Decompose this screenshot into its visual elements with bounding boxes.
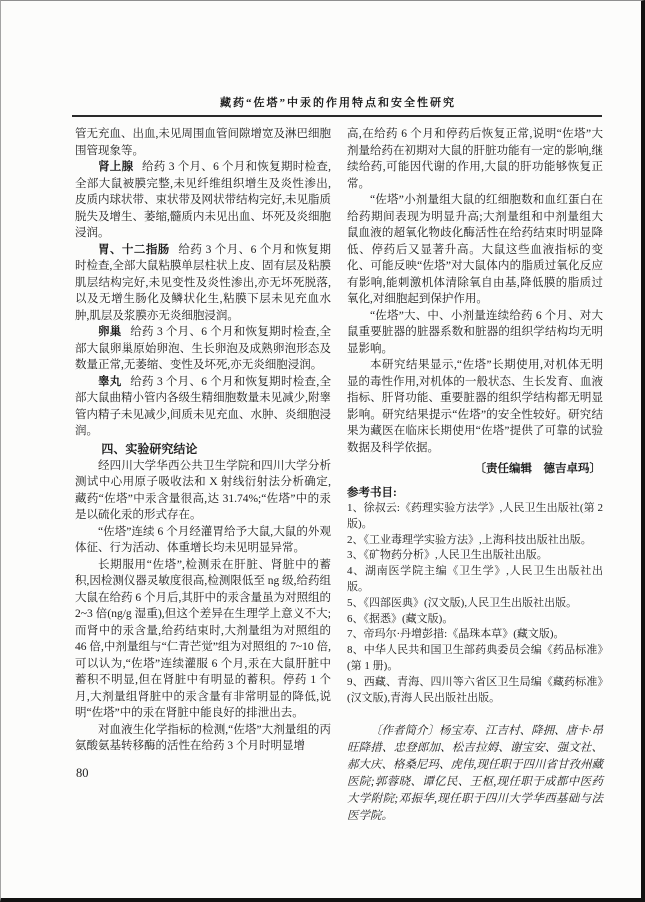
body-paragraph (75, 324, 331, 374)
body-paragraph: “佐塔”大、中、小剂量连续给药 6 个月、对大鼠重要脏器的脏器系数和脏器的组织学结构均无明显影响。 (347, 309, 603, 355)
page-number: 80 (76, 766, 89, 780)
reference-item: 4、湖南医学院主编《卫生学》,人民卫生出版社出版。 (347, 565, 603, 593)
body-paragraph (75, 374, 331, 440)
body-paragraph: 对血液生化学指标的检测,“佐塔”大剂量组的丙氨酸氨基转移酶的活性在给药 3 个月时明显增 (75, 723, 331, 752)
author-bio: 〔作者简介〕杨宝寿、江吉村、降拥、唐卡·昂旺降措、忠登郎加、松吉拉姆、谢宝安、强文社、郝大庆、格桑尼玛、虎伟,现任职于四川省甘孜州藏医院;郭蓉晓、谭亿民、王枢,现任职于成都中医药大学附院;邓振华,现任职于四川大学华西基础与法医学院。 (347, 725, 603, 823)
reference-item: 7、帝玛尔·丹增彭措:《晶珠本草》(藏文版)。 (347, 628, 565, 641)
body-paragraph: 经四川大学华西公共卫生学院和四川大学分析测试中心用原子吸收法和 X 射线衍射法分析确定,藏药“佐塔”中汞含量很高,达 31.74%;“佐塔”中的汞是以硫化汞的形式存在。 (75, 459, 331, 521)
editor-credit: 〔责任编辑 德吉卓玛〕 (474, 463, 601, 475)
paragraph-text: 给药 3 个月、6 个月和恢复期时检查,全部大鼠被膜完整,未见纤维组织增生及炎性渗出,皮质内球状带、束状带及网状带结构完好,未见脂质脱失及增生、萎缩,髓质内未见出血、坏死及炎细胞浸润。 (75, 161, 332, 239)
paragraph-head: 卵巢 (98, 326, 122, 338)
body-paragraph: 管无充血、出血,未见周围血管间隙增宽及淋巴细胞围管现象等。 (75, 128, 331, 157)
body-paragraph: 本研究结果显示,“佐塔”长期使用,对机体无明显的毒性作用,对机体的一般状态、生长发育、血液指标、肝肾功能、重要脏器的组织学结构都无明显影响。研究结果提示“佐塔”的安全性较好。研究结果为藏医在临床长期使用“佐塔”提供了可靠的试验数据及科学依据。 (347, 359, 603, 454)
paragraph-text: 给药 3 个月、6 个月和恢复期时检查,全部大鼠卵巢原始卵泡、生长卵泡及成熟卵泡形态及数量正常,无萎缩、变性及坏死,亦无炎细胞浸润。 (75, 326, 332, 371)
reference-item: 9、西藏、青海、四川等六省区卫生局编《藏药标准》(汉文版),青海人民出版社出版。 (347, 675, 603, 704)
paragraph-head: 胃、十二指肠 (98, 243, 170, 256)
body-paragraph: 长期服用“佐塔”,检测汞在肝脏、肾脏中的蓄积,因检测仪器灵敏度很高,检测限低至 ng 级,给药组大鼠在给药 6 个月后,其肝中的汞含量虽为对照组的 2~3 倍(ng/g 湿重),但这个差异在生理学上意义不大;而肾中的汞含量,给药结束时,大剂量组为对照组的 46 倍,中剂量组与“仁青芒觉”组为对照组的 7~10 倍,可以认为,“佐塔”连续灌服 6 个月,汞在大鼠肝脏中蓄积不明显,但在肾脏中有明显的蓄积。停药 1 个月,大剂量组肾脏中的汞含量有非常明显的降低,说明“佐塔”中的汞在肾脏中能良好的排泄出去。 (75, 558, 331, 719)
paragraph-text: 给药 3 个月、6 个月和恢复期时检查,全部大鼠粘膜单层柱状上皮、固有层及粘膜肌层结构完好,未见变性及炎性渗出,亦无坏死脱落,以及无增生肠化及鳞状化生,粘膜下层未见充血水肿,肌层及浆膜亦无炎细胞浸润。 (75, 243, 332, 322)
page-title: 藏药“佐塔”中汞的作用特点和安全性研究 (220, 97, 456, 109)
reference-item: 5、《四部医典》(汉文版),人民卫生出版社出版。 (347, 596, 578, 609)
header-rule (72, 115, 602, 117)
right-column (347, 126, 603, 825)
reference-item: 2、《工业毒理学实验方法》,上海科技出版社出版。 (347, 533, 592, 546)
left-column (75, 126, 331, 825)
reference-item: 6、《据悉》(藏文版)。 (347, 612, 454, 625)
article-body (75, 126, 603, 825)
section-heading: 四、实验研究结论 (101, 441, 198, 456)
reference-item: 1、徐叔云:《药理实验方法学》,人民卫生出版社(第 2 版)。 (347, 502, 603, 530)
body-paragraph (75, 242, 331, 325)
body-paragraph: 高,在给药 6 个月和停药后恢复正常,说明“佐塔”大剂量给药在初期对大鼠的肝脏功能有一定的影响,继续给药,可能因代谢的作用,大鼠的肝功能够恢复正常。 (347, 128, 603, 190)
paragraph-text: 给药 3 个月、6 个月和恢复期时检查,全部大鼠曲精小管内各级生精细胞数量未见减少,附睾管内精子未见减少,间质未见充血、水肿、炎细胞浸润。 (75, 375, 332, 437)
paragraph-head: 睾丸 (98, 375, 122, 388)
body-paragraph: “佐塔”连续 6 个月经灌胃给予大鼠,大鼠的外观体征、行为活动、体重增长均未见明显异常。 (75, 525, 331, 554)
references-title: 参考书目: (347, 486, 397, 499)
reference-item: 3、《矿物药分析》,人民卫生出版社出版。 (347, 549, 548, 562)
body-paragraph (75, 159, 331, 242)
body-paragraph: “佐塔”小剂量组大鼠的红细胞数和血红蛋白在给药期间表现为明显升高;大剂量组和中剂量组大鼠血液的超氧化物歧化酶活性在给药结束时明显降低、停药后又显著升高。大鼠这些血液指标的变化、可能反映“佐塔”对大鼠体内的脂质过氧化反应有影响,能刺激机体清除氧自由基,降低膜的脂质过氧化,对细胞起到保护作用。 (347, 194, 603, 305)
paragraph-head: 肾上腺 (98, 161, 134, 173)
reference-item: 8、中华人民共和国卫生部药典委员会编《药品标准》(第 1 册)。 (347, 644, 603, 672)
